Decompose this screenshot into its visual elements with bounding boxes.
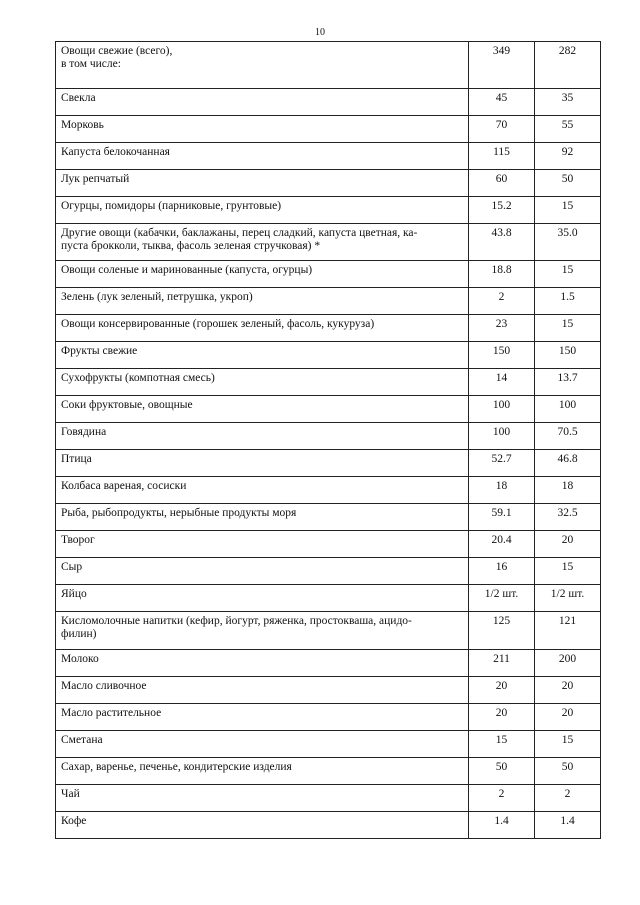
- value-column-2-cell: 20: [535, 704, 601, 731]
- value-column-1-cell: 2: [469, 785, 535, 812]
- value-column-1-cell: 100: [469, 396, 535, 423]
- table-row: [56, 785, 601, 812]
- product-name-cell: Овощи свежие (всего), в том числе:: [56, 42, 469, 89]
- table-row: [56, 531, 601, 558]
- value-column-1-cell: 1.4: [469, 812, 535, 839]
- value-column-2-cell: 15: [535, 261, 601, 288]
- table-body: [56, 42, 601, 839]
- product-name-cell: Кофе: [56, 812, 469, 839]
- value-column-2-cell: 200: [535, 650, 601, 677]
- value-column-2-cell: 20: [535, 531, 601, 558]
- product-name-cell: Говядина: [56, 423, 469, 450]
- value-column-1-cell: 115: [469, 143, 535, 170]
- table-row: [56, 704, 601, 731]
- table-row: [56, 170, 601, 197]
- table-row: [56, 423, 601, 450]
- value-column-2-cell: 50: [535, 758, 601, 785]
- value-column-1-cell: 14: [469, 369, 535, 396]
- product-name-cell: Рыба, рыбопродукты, нерыбные продукты моря: [56, 504, 469, 531]
- table-row: [56, 477, 601, 504]
- value-column-2-cell: 15: [535, 197, 601, 224]
- product-name-cell: Фрукты свежие: [56, 342, 469, 369]
- value-column-2-cell: 1.4: [535, 812, 601, 839]
- product-name-cell: Масло растительное: [56, 704, 469, 731]
- value-column-2-cell: 18: [535, 477, 601, 504]
- table-row: [56, 342, 601, 369]
- value-column-1-cell: 15: [469, 731, 535, 758]
- value-column-1-cell: 20: [469, 677, 535, 704]
- table-row: [56, 650, 601, 677]
- value-column-1-cell: 15.2: [469, 197, 535, 224]
- value-column-1-cell: 45: [469, 89, 535, 116]
- product-name-cell: Масло сливочное: [56, 677, 469, 704]
- table-row: [56, 89, 601, 116]
- table-row: [56, 369, 601, 396]
- table-row: [56, 396, 601, 423]
- table-row: [56, 197, 601, 224]
- value-column-1-cell: 100: [469, 423, 535, 450]
- table-row: [56, 731, 601, 758]
- product-name-cell: Сметана: [56, 731, 469, 758]
- value-column-1-cell: 70: [469, 116, 535, 143]
- product-name-cell: Творог: [56, 531, 469, 558]
- product-name-cell: Сухофрукты (компотная смесь): [56, 369, 469, 396]
- product-name-cell: Овощи консервированные (горошек зеленый, фасоль, кукуруза): [56, 315, 469, 342]
- product-name-cell: Свекла: [56, 89, 469, 116]
- value-column-2-cell: 15: [535, 731, 601, 758]
- value-column-1-cell: 43.8: [469, 224, 535, 261]
- product-name-cell: Другие овощи (кабачки, баклажаны, перец сладкий, капуста цветная, ка- пуста брокколи, тыква, фасоль зеленая стручковая) *: [56, 224, 469, 261]
- table-row: [56, 143, 601, 170]
- value-column-2-cell: 121: [535, 612, 601, 650]
- product-name-cell: Молоко: [56, 650, 469, 677]
- table-row: [56, 116, 601, 143]
- product-name-cell: Колбаса вареная, сосиски: [56, 477, 469, 504]
- value-column-1-cell: 50: [469, 758, 535, 785]
- value-column-1-cell: 18.8: [469, 261, 535, 288]
- value-column-2-cell: 100: [535, 396, 601, 423]
- product-name-cell: Птица: [56, 450, 469, 477]
- value-column-2-cell: 50: [535, 170, 601, 197]
- product-name-cell: Чай: [56, 785, 469, 812]
- value-column-2-cell: 282: [535, 42, 601, 89]
- table-row: [56, 558, 601, 585]
- value-column-1-cell: 125: [469, 612, 535, 650]
- value-column-2-cell: 70.5: [535, 423, 601, 450]
- value-column-2-cell: 32.5: [535, 504, 601, 531]
- value-column-1-cell: 23: [469, 315, 535, 342]
- value-column-2-cell: 13.7: [535, 369, 601, 396]
- table-row: [56, 812, 601, 839]
- value-column-1-cell: 20: [469, 704, 535, 731]
- product-name-cell: Яйцо: [56, 585, 469, 612]
- table-row: [56, 288, 601, 315]
- value-column-2-cell: 35.0: [535, 224, 601, 261]
- page-number: 10: [315, 27, 325, 38]
- table-row: [56, 504, 601, 531]
- product-name-cell: Сыр: [56, 558, 469, 585]
- value-column-2-cell: 35: [535, 89, 601, 116]
- value-column-2-cell: 20: [535, 677, 601, 704]
- value-column-1-cell: 349: [469, 42, 535, 89]
- table-row: [56, 450, 601, 477]
- table-row: [56, 612, 601, 650]
- table-row: [56, 585, 601, 612]
- product-name-cell: Сахар, варенье, печенье, кондитерские изделия: [56, 758, 469, 785]
- value-column-1-cell: 18: [469, 477, 535, 504]
- value-column-1-cell: 211: [469, 650, 535, 677]
- table-row: [56, 261, 601, 288]
- value-column-1-cell: 52.7: [469, 450, 535, 477]
- product-name-cell: Морковь: [56, 116, 469, 143]
- value-column-1-cell: 60: [469, 170, 535, 197]
- value-column-2-cell: 1.5: [535, 288, 601, 315]
- product-name-cell: Зелень (лук зеленый, петрушка, укроп): [56, 288, 469, 315]
- product-name-cell: Лук репчатый: [56, 170, 469, 197]
- table-row: [56, 224, 601, 261]
- table-row: [56, 758, 601, 785]
- value-column-2-cell: 150: [535, 342, 601, 369]
- value-column-1-cell: 16: [469, 558, 535, 585]
- product-name-cell: Соки фруктовые, овощные: [56, 396, 469, 423]
- table-row: [56, 315, 601, 342]
- value-column-2-cell: 46.8: [535, 450, 601, 477]
- value-column-2-cell: 92: [535, 143, 601, 170]
- product-name-cell: Овощи соленые и маринованные (капуста, огурцы): [56, 261, 469, 288]
- product-name-cell: Кисломолочные напитки (кефир, йогурт, ряженка, простокваша, ацидо- филин): [56, 612, 469, 650]
- value-column-1-cell: 2: [469, 288, 535, 315]
- value-column-1-cell: 59.1: [469, 504, 535, 531]
- product-name-cell: Капуста белокочанная: [56, 143, 469, 170]
- value-column-2-cell: 1/2 шт.: [535, 585, 601, 612]
- value-column-1-cell: 150: [469, 342, 535, 369]
- value-column-1-cell: 20.4: [469, 531, 535, 558]
- food-norms-table: [55, 41, 601, 839]
- value-column-2-cell: 15: [535, 315, 601, 342]
- value-column-1-cell: 1/2 шт.: [469, 585, 535, 612]
- value-column-2-cell: 2: [535, 785, 601, 812]
- value-column-2-cell: 15: [535, 558, 601, 585]
- value-column-2-cell: 55: [535, 116, 601, 143]
- table-row: [56, 42, 601, 89]
- table-row: [56, 677, 601, 704]
- product-name-cell: Огурцы, помидоры (парниковые, грунтовые): [56, 197, 469, 224]
